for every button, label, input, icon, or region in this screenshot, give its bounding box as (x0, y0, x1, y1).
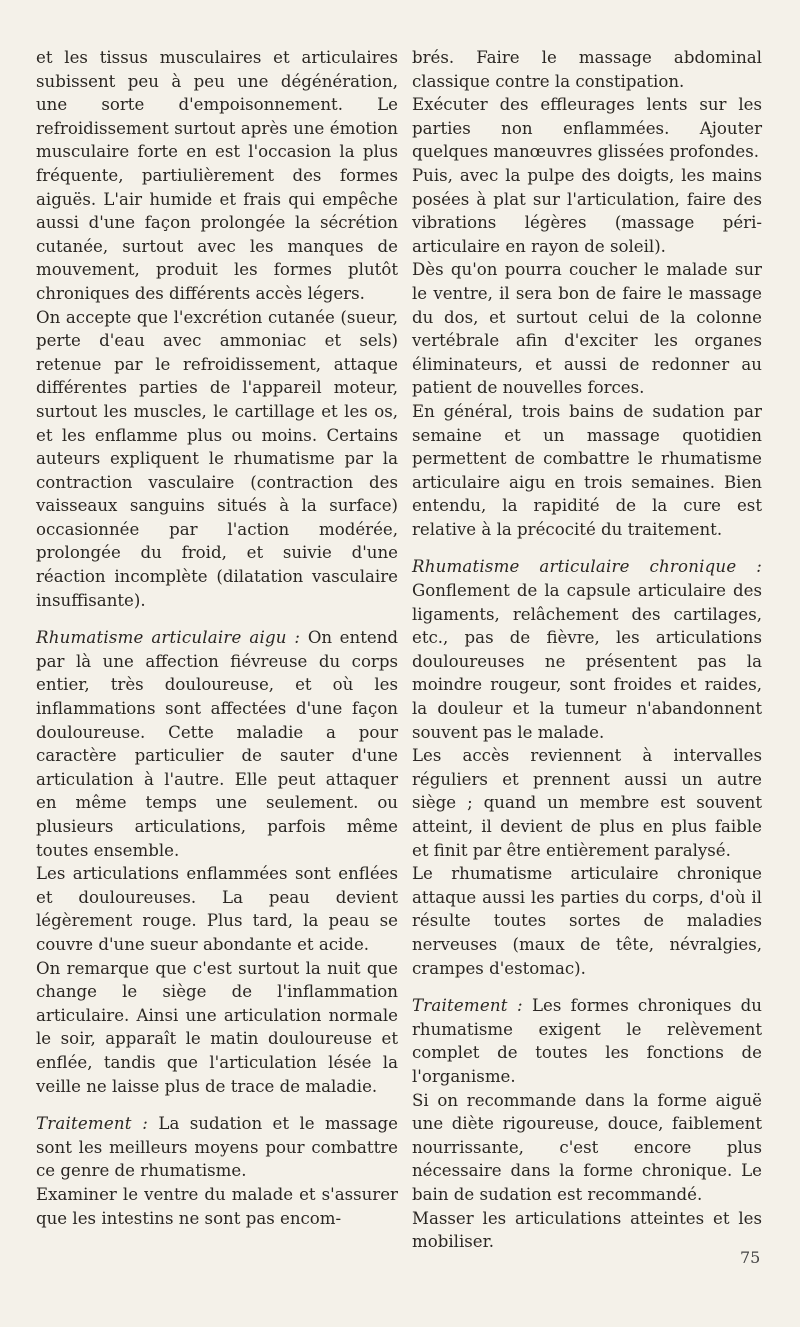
paragraph: En général, trois bains de sudation par semaine et un massage quotidien permettent de combattre le rhumatisme articulaire aigu en trois semaines. Bien entendu, la rapidité de la cure est relative à la précocité du traitement. (412, 401, 762, 539)
section-heading: Rhumatisme articulaire chronique : (412, 557, 762, 577)
paragraph (36, 626, 398, 862)
paragraph: et les tissus musculaires et articulaires subissent peu à peu une dégénération, une sorte d'empoisonnement. Le refroidissement surtout après une émotion musculaire forte en est l'occasion la plus fréquente, partiulièrement des formes aiguës. L'air humide et frais qui empêche aussi d'une façon prolongée la sécrétion cutanée, surtout avec les manques de mouvement, produit les formes plutôt chroniques des différents accès légers. (36, 48, 398, 303)
paragraph-text: Les formes chroniques du rhumatisme exigent le relèvement complet de toutes les fonctions de l'organisme. (412, 996, 762, 1086)
page-number: 75 (740, 1248, 761, 1267)
paragraph: On accepte que l'excrétion cutanée (sueur, perte d'eau avec ammoniac et sels) retenue par le refroidissement, attaque différentes parties de l'appareil moteur, surtout les muscles, le cartillage et les os, et les enflamme plus ou moins. Certains auteurs expliquent le rhumatisme par la contraction vasculaire (contraction des vaisseaux sanguins situés à la surface) occasionnée par l'action modérée, prolongée du froid, et suivie d'une réaction incomplète (dilatation vasculaire insuffisante). (36, 307, 398, 610)
paragraph: Si on recommande dans la forme aiguë une diète rigoureuse, douce, faiblement nourrissante, c'est encore plus nécessaire dans la forme chronique. Le bain de sudation est recommandé. (412, 1090, 762, 1204)
paragraph-text: La sudation et le massage sont les meilleurs moyens pour combattre ce genre de rhumatisme. (36, 1114, 398, 1181)
left-column (36, 46, 398, 1230)
paragraph: brés. Faire le massage abdominal classique contre la constipation. (412, 48, 762, 91)
paragraph: Dès qu'on pourra coucher le malade sur le ventre, il sera bon de faire le massage du dos, et surtout celui de la colonne vertébrale afin d'exciter les organes éliminateurs, et aussi de redonner au patient de nouvelles forces. (412, 260, 762, 398)
paragraph: On remarque que c'est surtout la nuit que change le siège de l'inflammation articulaire. Ainsi une articulation normale le soir, apparaît le matin douloureuse et enflée, tandis que l'articulation lésée la veille ne laisse plus de trace de maladie. (36, 958, 398, 1096)
section-heading: Rhumatisme articulaire aigu : (36, 628, 301, 648)
paragraph: Masser les articulations atteintes et les mobiliser. (412, 1208, 762, 1252)
paragraph-text: Gonflement de la capsule articulaire des ligaments, relâchement des cartilages, etc., pas de fièvre, les articulations douloureuses ne présentent pas la moindre rougeur, sont froides et raides, la douleur et la tumeur n'abandonnent souvent pas le malade. (412, 581, 762, 742)
paragraph: Exécuter des effleurages lents sur les parties non enflammées. Ajouter quelques manœuvres glissées profondes. (412, 95, 762, 162)
paragraph: Les accès reviennent à intervalles réguliers et prennent aussi un autre siège ; quand un membre est souvent atteint, il devient de plus en plus faible et finit par être entièrement paralysé. (412, 746, 762, 860)
paragraph: Les articulations enflammées sont enflées et douloureuses. La peau devient légèrement rouge. Plus tard, la peau se couvre d'une sueur abondante et acide. (36, 864, 398, 954)
right-column (412, 46, 762, 1254)
paragraph-text: On entend par là une affection fiévreuse du corps entier, très douloureuse, et où les inflammations sont affectées d'une façon douloureuse. Cette maladie a pour caractère particulier de sauter d'une articulation à l'autre. Elle peut attaquer en même temps une seulement. ou plusieurs articulations, parfois même toutes ensemble. (36, 628, 398, 860)
paragraph: Examiner le ventre du malade et s'assurer que les intestins ne sont pas encom- (36, 1184, 398, 1228)
paragraph: Puis, avec la pulpe des doigts, les mains posées à plat sur l'articulation, faire des vibrations légères (massage péri-articulaire en rayon de soleil). (412, 165, 762, 256)
paragraph: Le rhumatisme articulaire chronique attaque aussi les parties du corps, d'où il résulte toutes sortes de maladies nerveuses (maux de tête, névralgies, crampes d'estomac). (412, 864, 762, 978)
paragraph (412, 994, 762, 1088)
paragraph (36, 1112, 398, 1183)
paragraph (412, 555, 762, 744)
section-heading: Traitement : (36, 1114, 149, 1134)
section-heading: Traitement : (412, 996, 523, 1016)
